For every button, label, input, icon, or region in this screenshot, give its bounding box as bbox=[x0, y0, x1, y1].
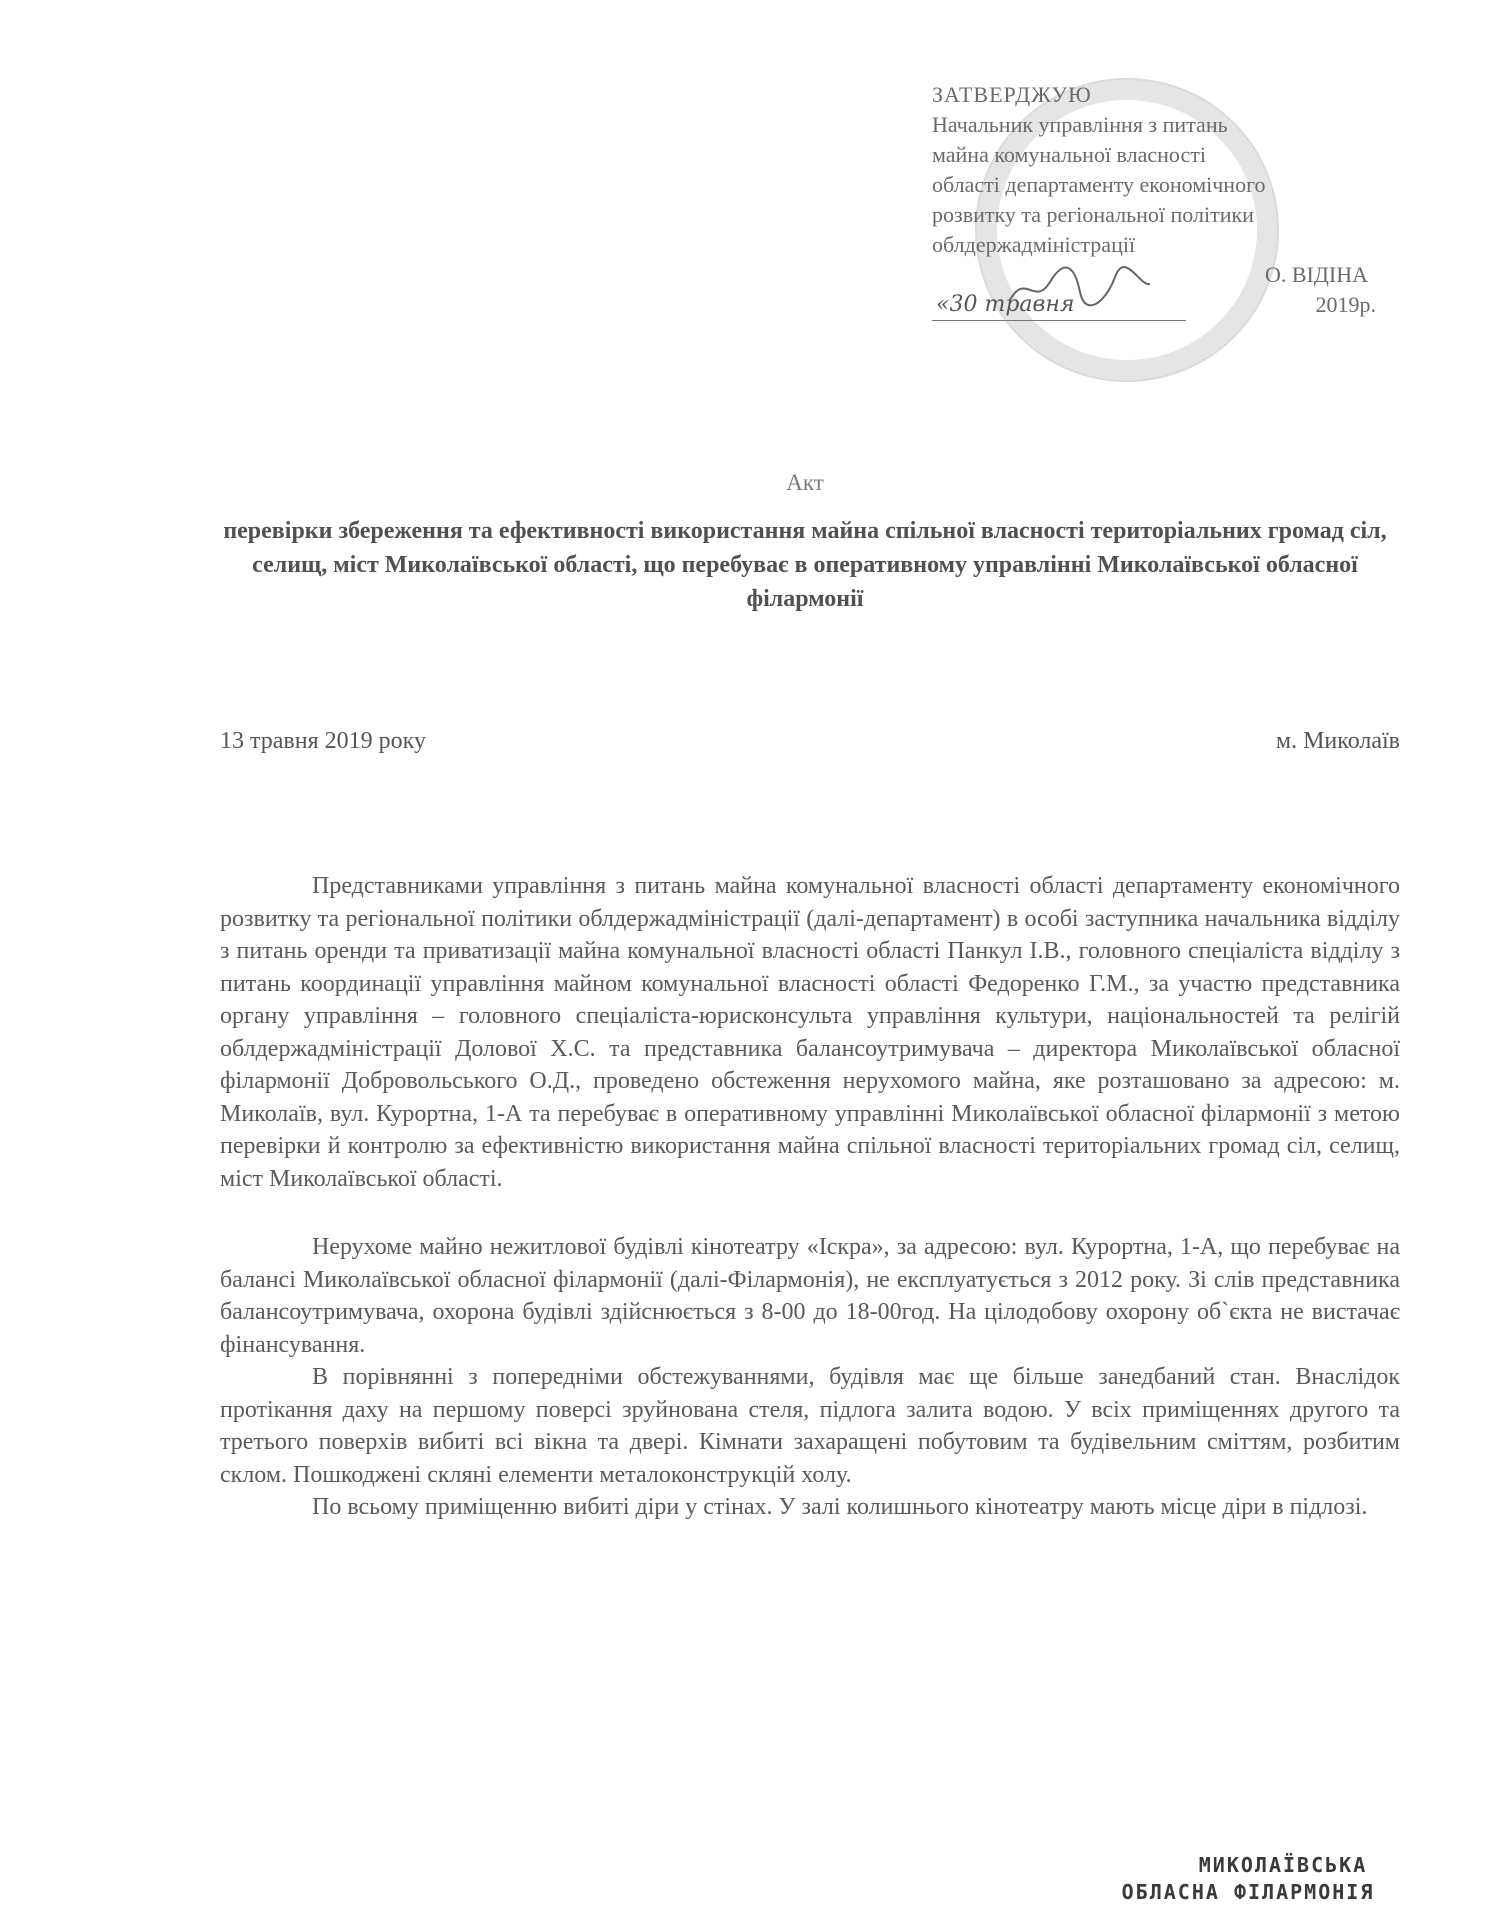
approval-date-prefix: « bbox=[936, 292, 950, 317]
approval-date-day: 30 травня bbox=[949, 292, 1075, 317]
approval-position-line: розвитку та регіональної політики bbox=[932, 202, 1254, 227]
body-paragraph: По всьому приміщенню вибиті діри у стінах. У залі колишнього кінотеатру мають місце діри в підлозі. bbox=[312, 1494, 1368, 1520]
organization-stamp-line: МИКОЛАЇВСЬКА bbox=[1198, 1853, 1368, 1877]
act-date: 13 травня 2019 року bbox=[220, 728, 426, 754]
approval-position-line: Начальник управління з питань bbox=[932, 112, 1228, 137]
approval-position-line: майна комунальної власності bbox=[932, 142, 1206, 167]
date-place-row bbox=[220, 728, 1400, 755]
approval-date bbox=[932, 290, 1402, 321]
act-body bbox=[220, 870, 1400, 1524]
approval-position-line: області департаменту економічного bbox=[932, 172, 1266, 197]
body-paragraph: В порівнянні з попередніми обстежуваннями, будівля має ще більше занедбаний стан. Внаслідок протікання даху на першому поверсі зруйнована стеля, підлога залита водою. У всіх приміщеннях другого та третього поверхів вибиті всі вікна та двері. Кімнати захаращені побутовим та будівельним сміттям, розбитим склом. Пошкоджені скляні елементи металоконструкцій холу. bbox=[220, 1364, 1400, 1488]
approval-signer: О. ВІДІНА bbox=[1265, 262, 1368, 287]
approval-title: ЗАТВЕРДЖУЮ bbox=[932, 82, 1092, 107]
organization-stamp-line: ОБЛАСНА ФІЛАРМОНІЯ bbox=[1121, 1880, 1375, 1904]
act-heading bbox=[200, 470, 1410, 616]
approval-date-handwritten bbox=[932, 290, 1186, 321]
body-paragraph: Представниками управління з питань майна комунальної власності області департаменту економічного розвитку та регіональної політики облдержадміністрації (далі-департамент) в особі заступника начальника відділу з питань оренди та приватизації майна комунальної власності області Панкул І.В., головного спеціаліста відділу з питань координації управління майном комунальної власності області Федоренко Г.М., за участю представника органу управління – головного спеціаліста-юрисконсульта управління культури, національностей та релігій облдержадміністрації Долової Х.С. та представника балансоутримувача – директора Миколаївської обласної філармонії Добровольського О.Д., проведено обстеження нерухомого майна, яке розташовано за адресою: м. Миколаїв, вул. Курортна, 1-А та перебуває в оперативному управлінні Миколаївської обласної філармонії з метою перевірки й контролю за ефективністю використання майна спільної власності територіальних громад сіл, селищ, міст Миколаївської області. bbox=[220, 873, 1400, 1192]
act-place: м. Миколаїв bbox=[1275, 728, 1400, 754]
approval-year: 2019р. bbox=[1315, 292, 1376, 317]
act-title: Акт bbox=[786, 470, 824, 495]
approval-block bbox=[932, 80, 1402, 321]
body-paragraph: Нерухоме майно нежитлової будівлі кінотеатру «Іскра», за адресою: вул. Курортна, 1-А, що перебуває на балансі Миколаївської обласної філармонії (далі-Філармонія), не експлуатується з 2012 року. Зі слів представника балансоутримувача, охорона будівлі здійснюється з 8-00 до 18-00год. На цілодобову охорону об`єкта не вистачає фінансування. bbox=[220, 1234, 1400, 1358]
approval-position-line: облдержадміністрації bbox=[932, 232, 1136, 257]
act-subject: перевірки збереження та ефективності використання майна спільної власності територіальних громад сіл, селищ, міст Миколаївської області, що перебуває в оперативному управлінні Миколаївської обласної філармонії bbox=[223, 518, 1387, 612]
organization-stamp bbox=[1068, 1852, 1428, 1906]
